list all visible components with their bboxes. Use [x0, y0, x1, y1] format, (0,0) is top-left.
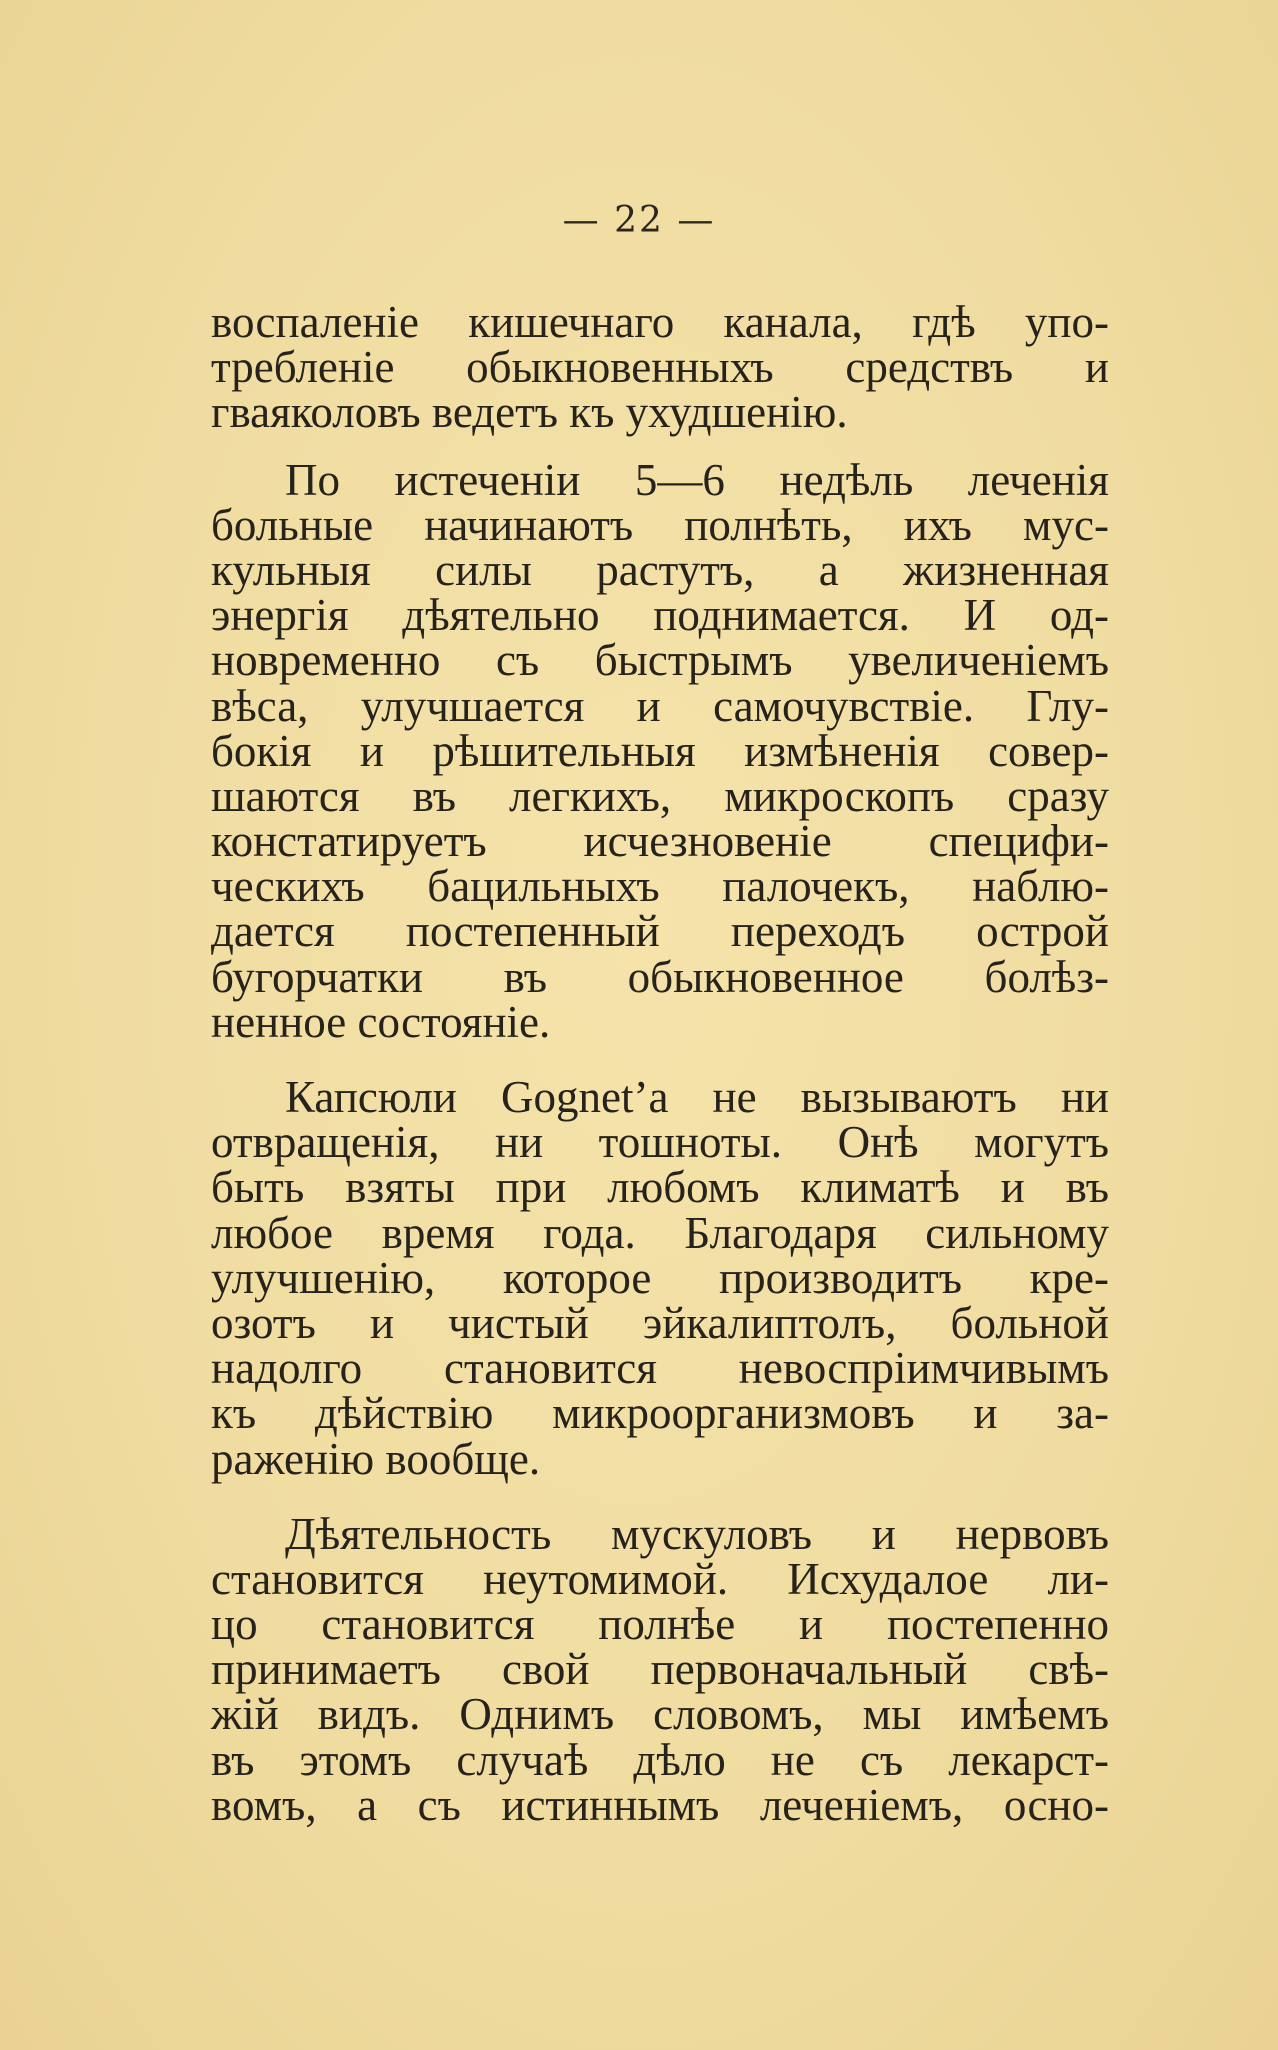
text-line: быть взяты при любомъ климатѣ и въ	[211, 1162, 1109, 1213]
text-line: Капсюли Gognet’а не вызываютъ ни	[285, 1072, 1109, 1122]
text-line: улучшенію, которое производитъ кре-	[211, 1252, 1109, 1303]
text-line: бокія и рѣшительныя измѣненія совер-	[211, 725, 1109, 776]
text-line: больные начинаютъ полнѣть, ихъ мус-	[211, 499, 1109, 550]
text-line: отвращенія, ни тошноты. Онѣ могутъ	[211, 1117, 1109, 1168]
text-line: въ этомъ случаѣ дѣло не съ лекарст-	[211, 1734, 1109, 1785]
text-line: констатируетъ исчезновеніе специфи-	[211, 816, 1109, 867]
text-line: кульныя силы растутъ, а жизненная	[211, 544, 1109, 595]
text-line: Дѣятельность мускуловъ и нервовъ	[285, 1508, 1109, 1559]
text-line: раженію вообще.	[211, 1433, 541, 1484]
text-line: дается постепенный переходъ острой	[211, 906, 1109, 957]
text-line: бугорчатки въ обыкновенное болѣз-	[211, 951, 1109, 1002]
text-line: ненное состояніе.	[211, 996, 551, 1047]
text-line: По истеченіи 5—6 недѣль леченія	[285, 454, 1109, 505]
text-line: новременно съ быстрымъ увеличеніемъ	[211, 635, 1109, 686]
text-line: гваяколовъ ведетъ къ ухудшенію.	[211, 387, 848, 438]
text-line: энергія дѣятельно поднимается. И од-	[211, 590, 1109, 641]
text-line: вомъ, а съ истиннымъ леченіемъ, осно-	[211, 1779, 1109, 1830]
text-line: ческихъ бацильныхъ палочекъ, наблю-	[211, 861, 1109, 912]
text-line: принимаетъ свой первоначальный свѣ-	[211, 1644, 1109, 1695]
text-line: озотъ и чистый эйкалиптолъ, больной	[211, 1297, 1109, 1348]
body-text	[211, 297, 1109, 1830]
text-line: цо становится полнѣе и постепенно	[211, 1599, 1109, 1650]
text-line: къ дѣйствію микроорганизмовъ и за-	[211, 1388, 1109, 1439]
text-line: становится неутомимой. Исхудалое ли-	[211, 1553, 1109, 1604]
text-line: вѣса, улучшается и самочувствіе. Глу-	[211, 680, 1109, 731]
page-number: — 22 —	[562, 200, 716, 241]
text-line: жій видъ. Однимъ словомъ, мы имѣемъ	[211, 1689, 1109, 1740]
text-line: надолго становится невоспріимчивымъ	[211, 1343, 1109, 1394]
text-line: воспаленіе кишечнаго канала, гдѣ упо-	[211, 297, 1109, 347]
text-line: любое время года. Благодаря сильному	[211, 1207, 1109, 1258]
text-line: требленіе обыкновенныхъ средствъ и	[211, 342, 1109, 393]
text-line: шаются въ легкихъ, микроскопъ сразу	[211, 770, 1109, 821]
